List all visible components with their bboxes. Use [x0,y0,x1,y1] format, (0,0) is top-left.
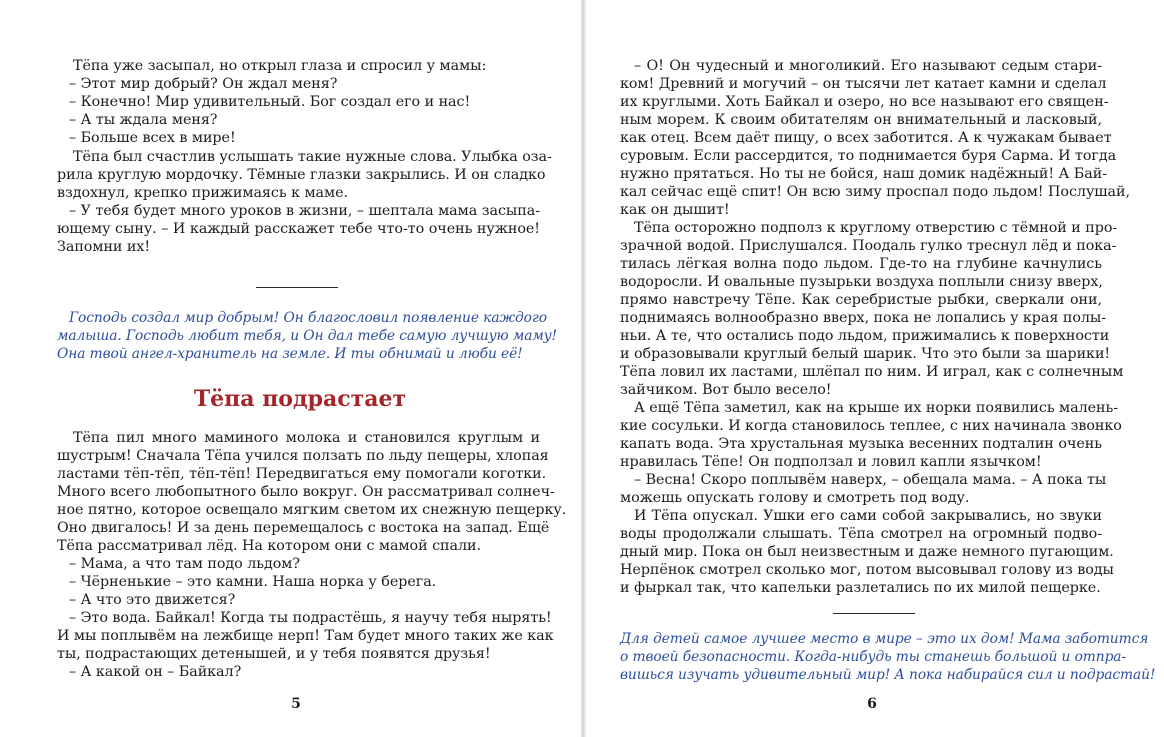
text-line: воды продолжали слышать. Тёпа смотрел на огромный подво- [620,526,1102,542]
text-line: – Мама, а что там подо льдом? [69,556,300,572]
text-line: И Тёпа опускал. Ушки его сами собой закрывались, но звуки [634,508,1102,524]
text-line: – Чёрненькие – это камни. Наша норка у берега. [69,574,437,590]
text-line: дный мир. Пока он был неизвестным и даже немного пугающим. [620,544,1114,560]
text-line: шустрым! Сначала Тёпа учился ползать по льду пещеры, хлопая [57,448,549,464]
text-line: прямо навстречу Тёпе. Как серебристые рыбки, сверкали они, [620,292,1102,308]
text-line: тилась лёгкая волна подо льдом. Где-то на глубине качнулись [620,256,1102,272]
text-line: как отец. Всем даёт пищу, о всех заботится. А к чужакам бывает [620,130,1112,146]
text-line: – А что это движется? [69,592,236,608]
text-line: А ещё Тёпа заметил, как на крыше их норки появились малень- [634,400,1119,416]
italic-line: малыша. Господь любит тебя, и Он дал тебе самую лучшую маму! [57,328,558,344]
text-line: и образовывали круглый белый шарик. Что это были за шарики! [620,346,1111,362]
text-line: нужно прятаться. Но ты не бойся, наш домик надёжный! А Бай- [620,166,1107,182]
text-line: и фыркал так, что капельки разлетались по их милой пещерке. [620,580,1101,596]
text-line: ком! Древний и могучий – он тысячи лет катает камни и сделал [620,76,1107,92]
text-line: – Конечно! Мир удивительный. Бог создал его и нас! [69,94,471,110]
text-line: – О! Он чудесный и многоликий. Его называют седым стари- [634,58,1102,74]
text-line: рила круглую мордочку. Тёмные глазки закрылись. И он сладко [57,167,546,183]
text-line: – У тебя будет много уроков в жизни, – шептала мама засыпа- [69,203,540,219]
italic-line: Для детей самое лучшее место в мире – это их дом! Мама заботится [620,631,1149,647]
text-line: зрачной водой. Прислушался. Поодаль гулко треснул лёд и пока- [620,238,1117,254]
page-right [586,0,1164,737]
italic-line: Она твой ангел-хранитель на земле. И ты обнимай и люби её! [57,346,523,362]
italic-line: Господь создал мир добрым! Он благословил появление каждого [69,310,547,326]
text-line: ластами тёп-тёп, тёп-тёп! Передвигаться ему помогали коготки. [57,466,547,482]
text-line: ющему сыну. – И каждый расскажет тебе что-то очень нужное! [57,221,540,237]
page-left [0,0,581,737]
text-line: Тёпа осторожно подполз к круглому отверстию с тёмной и про- [634,220,1118,236]
text-line: – Это вода. Байкал! Когда ты подрастёшь, я научу тебя нырять! [69,610,552,626]
text-line: поднимаясь волнообразно вверх, пока не лопались у края полы- [620,310,1107,326]
page-number: 6 [867,696,877,712]
italic-line: вишься изучать удивительный мир! А пока набирайся сил и подрастай! [620,667,1156,683]
text-line: кие сосульки. И когда становилось теплее, с них начинала звонко [620,418,1122,434]
text-line: – А какой он – Байкал? [69,664,242,680]
text-line: водоросли. И овальные пузырьки воздуха поплыли снизу вверх, [620,274,1103,290]
text-line: как он дышит! [620,202,730,218]
text-line: – А ты ждала меня? [69,112,218,128]
divider [833,613,915,614]
text-line: Тёпа пил много маминого молока и становился круглым и [73,430,540,446]
text-line: капать вода. Эта хрустальная музыка весенних подталин очень [620,436,1102,452]
page-number: 5 [291,696,301,712]
divider [256,287,338,288]
text-line: Тёпа рассматривал лёд. На котором они с мамой спали. [57,538,481,554]
text-line: их круглыми. Хоть Байкал и озеро, но все называют его священ- [620,94,1109,110]
text-line: Тёпа уже засыпал, но открыл глаза и спросил у мамы: [73,58,487,74]
text-line: Тёпа ловил их ластами, шлёпал по ним. И играл, как с солнечным [620,364,1124,380]
text-line: Много всего любопытного было вокруг. Он рассматривал солнеч- [57,484,555,500]
text-line: – Весна! Скоро поплывём наверх, – обещала мама. – А пока ты [634,472,1107,488]
text-line: суровым. Если рассердится, то поднимается буря Сарма. И тогда [620,148,1117,164]
text-line: зайчиком. Вот было весело! [620,382,832,398]
text-line: ное пятно, которое освещало мягким светом их снежную пещерку. [57,502,567,518]
text-line: можешь опускать голову и смотреть под воду. [620,490,970,506]
text-line: И мы поплывём на лежбище нерп! Там будет много таких же как [57,628,554,644]
italic-line: о твоей безопасности. Когда-нибудь ты станешь большой и отпра- [620,649,1126,665]
text-line: – Этот мир добрый? Он ждал меня? [69,76,338,92]
chapter-heading: Тёпа подрастает [193,386,407,412]
text-line: ньи. А те, что остались подо льдом, прижимались к поверхности [620,328,1110,344]
text-line: Тёпа был счастлив услышать такие нужные слова. Улыбка оза- [73,149,552,165]
text-line: Оно двигалось! И за день перемещалось с востока на запад. Ещё [57,520,550,536]
text-line: Нерпёнок смотрел сколько мог, потом высовывал голову из воды [620,562,1114,578]
text-line: Запомни их! [57,239,151,255]
text-line: нравилась Тёпе! Он подползал и ловил капли язычком! [620,454,1042,470]
text-line: вздохнул, крепко прижимаясь к маме. [57,185,348,201]
text-line: ты, подрастающих детенышей, и у тебя появятся друзья! [57,646,491,662]
text-line: – Больше всех в мире! [69,130,236,146]
text-line: кал сейчас ещё спит! Он всю зиму проспал подо льдом! Послушай, [620,184,1130,200]
text-line: ным морем. К своим обитателям он внимательный и ласковый, [620,112,1102,128]
